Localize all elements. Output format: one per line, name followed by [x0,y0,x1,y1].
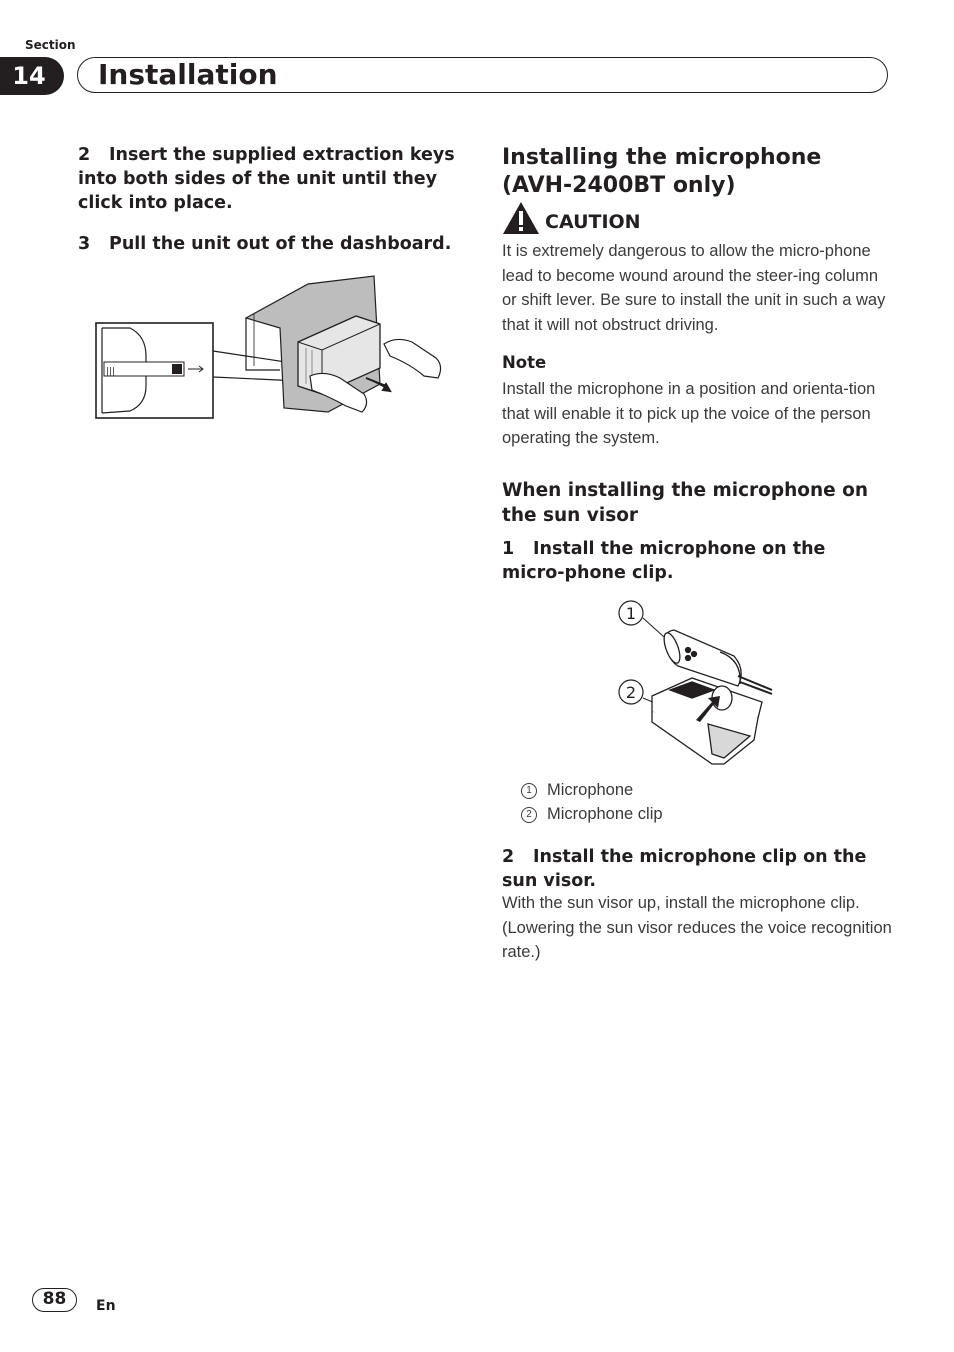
note-label: Note [502,353,547,372]
callout-1-text: 1 [625,604,637,623]
note-text: Install the microphone in a position and orienta-tion that will enable it to pick up the voice of the person operating the system. [502,380,876,447]
extraction-key-inset [96,323,213,418]
legend-number: 1 [521,783,537,799]
legend-label: Microphone [547,781,634,799]
step-text: Insert the supplied extraction keys into both sides of the unit until they click into place. [78,145,455,213]
legend-label: Microphone clip [547,805,663,823]
step-number: 1 [502,539,515,559]
step-text: Install the microphone on the micro-phone clip. [502,539,826,583]
sun-visor-subheading: When installing the microphone on the sun visor [502,480,869,526]
microphone-clip [652,678,762,764]
step-text: Pull the unit out of the dashboard. [109,234,452,254]
legend-item-microphone-clip [521,805,663,824]
caution-box [502,201,892,235]
step-number: 2 [502,847,515,867]
step-2-extraction-keys [78,143,463,215]
step-number: 2 [78,145,91,165]
caution-label: CAUTION [545,211,641,233]
legend-number: 2 [521,807,537,823]
step-1-mic-on-clip [502,537,882,585]
warning-icon [502,201,540,235]
microphone-heading: Installing the microphone (AVH-2400BT only) [502,145,822,198]
section-label: Section [25,38,76,52]
step-2-description: With the sun visor up, install the microphone clip. (Lowering the sun visor reduces the voice recognition rate.) [502,894,892,961]
step-3-pull-unit [78,232,463,256]
page-title: Installation [77,57,888,93]
section-number: 14 [0,57,64,95]
callout-2-text: 2 [625,683,637,702]
language-code: En [96,1298,116,1314]
microphone-clip-illustration [612,594,782,770]
step-number: 3 [78,234,91,254]
unit-removal-illustration [94,266,454,426]
step-text: Install the microphone clip on the sun visor. [502,847,867,891]
svg-text:|||: ||| [106,367,116,377]
step-2-clip-on-visor [502,845,882,893]
caution-text: It is extremely dangerous to allow the micro-phone lead to become wound around the steer-ing column or shift lever. Be sure to install the unit in such a way that it will not obstruct driving. [502,242,886,334]
legend-item-microphone [521,781,633,800]
page-number: 88 [32,1288,77,1312]
